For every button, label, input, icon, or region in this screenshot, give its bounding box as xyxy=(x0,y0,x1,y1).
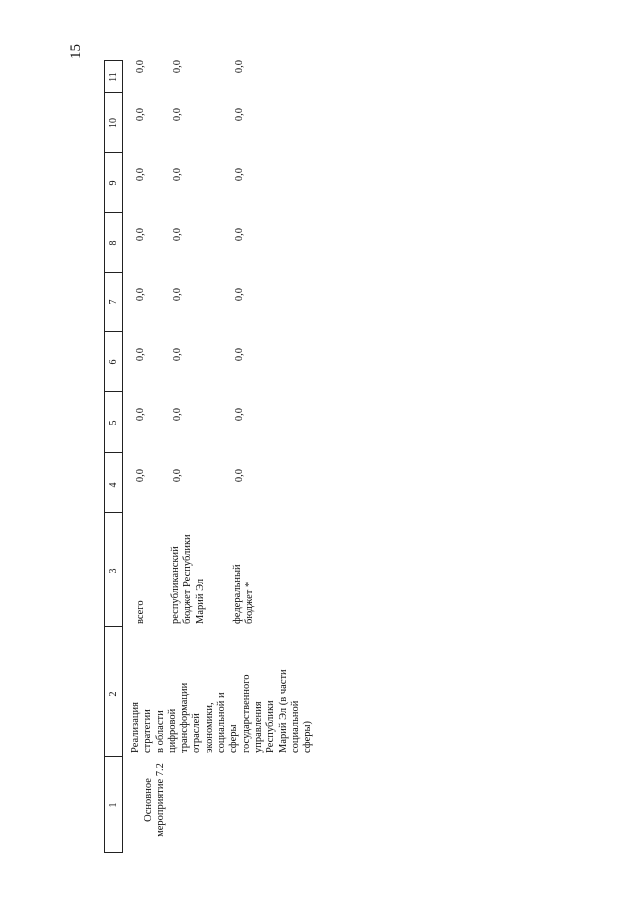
value-cell: 0,0 xyxy=(234,228,245,242)
value-cell: 0,0 xyxy=(234,288,245,302)
header-divider xyxy=(104,756,123,757)
header-divider xyxy=(104,852,123,853)
header-bottom-rule xyxy=(122,61,123,853)
column-number: 6 xyxy=(108,359,119,365)
header-divider xyxy=(104,60,123,61)
column-number: 2 xyxy=(108,691,119,697)
value-cell: 0,0 xyxy=(135,348,146,362)
header-divider xyxy=(104,391,123,392)
column-number: 11 xyxy=(108,72,119,82)
header-divider xyxy=(104,152,123,153)
value-cell: 0,0 xyxy=(135,408,146,422)
header-divider xyxy=(104,512,123,513)
page-number: 15 xyxy=(68,44,84,59)
column-number: 1 xyxy=(108,802,119,808)
value-cell: 0,0 xyxy=(135,288,146,302)
value-cell: 0,0 xyxy=(135,60,146,74)
source-cell-republic: республиканский бюджет Республики Марий Эл xyxy=(170,534,206,624)
value-cell: 0,0 xyxy=(234,469,245,483)
value-cell: 0,0 xyxy=(135,168,146,182)
source-cell-total: всего xyxy=(135,600,146,624)
value-cell: 0,0 xyxy=(135,228,146,242)
header-divider xyxy=(104,92,123,93)
value-cell: 0,0 xyxy=(234,60,245,74)
value-cell: 0,0 xyxy=(172,60,183,74)
value-cell: 0,0 xyxy=(172,348,183,362)
header-divider xyxy=(104,331,123,332)
source-cell-federal: федеральный бюджет * xyxy=(232,564,256,624)
header-divider xyxy=(104,212,123,213)
value-cell: 0,0 xyxy=(234,408,245,422)
column-number: 8 xyxy=(108,240,119,246)
value-cell: 0,0 xyxy=(135,108,146,122)
value-cell: 0,0 xyxy=(172,288,183,302)
column-number: 4 xyxy=(108,482,119,488)
header-divider xyxy=(104,626,123,627)
value-cell: 0,0 xyxy=(234,108,245,122)
description-cell: Реализация стратегии в области цифровой трансформации отраслей экономики, социальной и сферы государственного управления Республики Марий Эл (в части социальной сферы) xyxy=(130,669,314,753)
column-number: 3 xyxy=(108,568,119,574)
value-cell: 0,0 xyxy=(172,469,183,483)
value-cell: 0,0 xyxy=(234,348,245,362)
value-cell: 0,0 xyxy=(172,168,183,182)
value-cell: 0,0 xyxy=(172,108,183,122)
column-number: 9 xyxy=(108,180,119,186)
column-number: 7 xyxy=(108,299,119,305)
header-divider xyxy=(104,272,123,273)
header-divider xyxy=(104,452,123,453)
table-top-rule xyxy=(104,61,105,853)
value-cell: 0,0 xyxy=(135,469,146,483)
value-cell: 0,0 xyxy=(172,228,183,242)
column-number: 5 xyxy=(108,420,119,426)
value-cell: 0,0 xyxy=(234,168,245,182)
value-cell: 0,0 xyxy=(172,408,183,422)
column-number: 10 xyxy=(108,118,119,128)
measure-cell: Основное мероприятие 7.2 xyxy=(143,763,167,837)
